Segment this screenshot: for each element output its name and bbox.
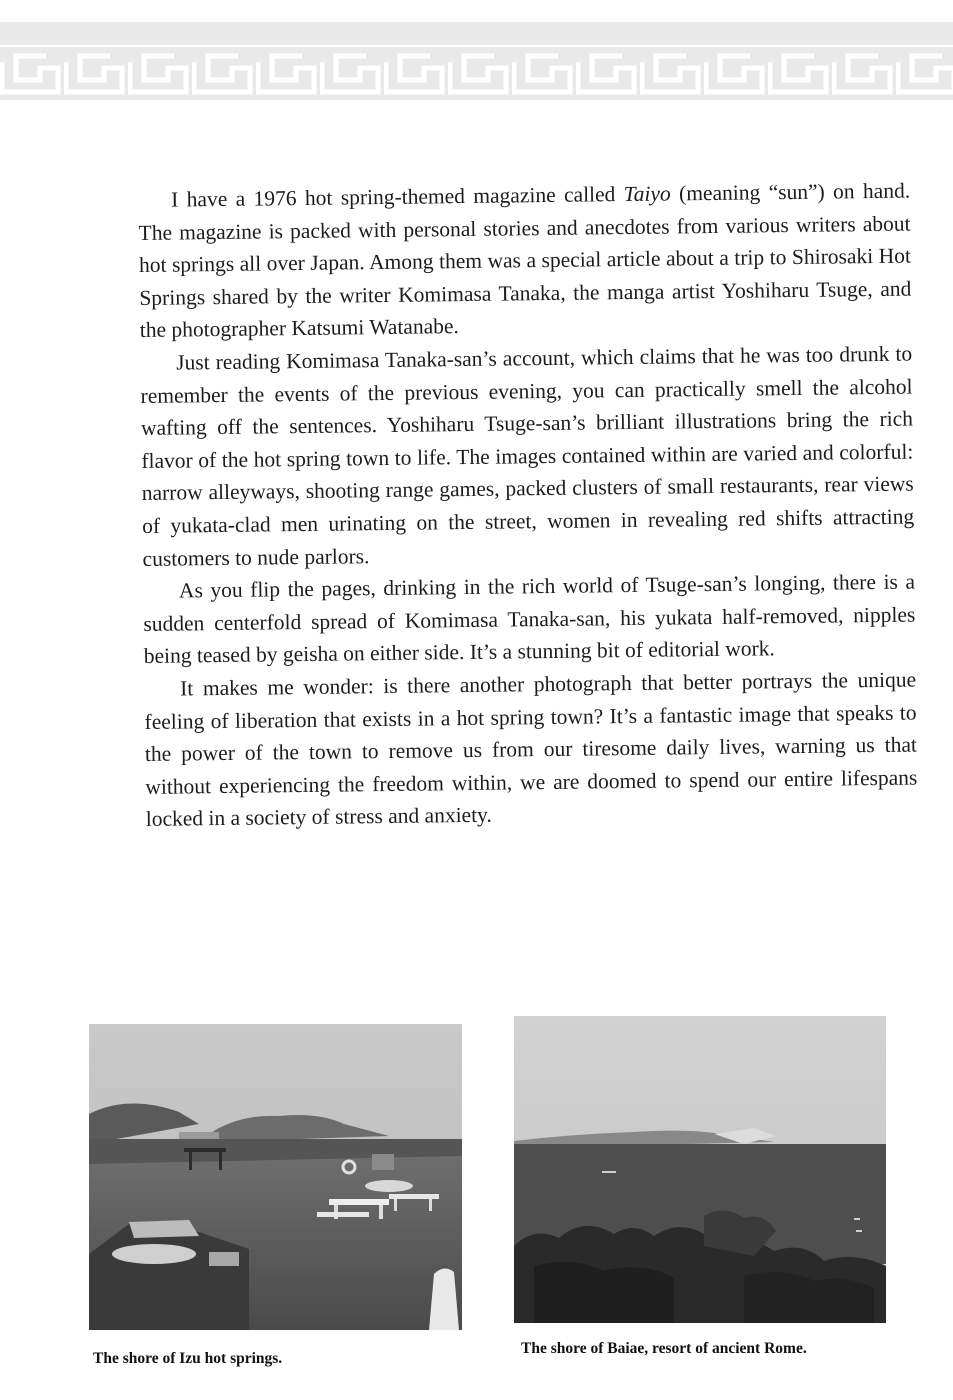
magazine-title: Taiyo <box>623 181 671 207</box>
paragraph-4: It makes me wonder: is there another photograph that better portrays the unique feeling of liberation that exists in a hot spring town? It’s a fantastic image that speaks to the power of the town to remove us from our tiresome daily lives, warning us that without experiencing the freedom within, we are doomed to spend our entire lifespans locked in a society of stress and anxiety. <box>144 667 918 832</box>
photo-izu-shore <box>89 1024 462 1330</box>
greek-key-pattern-icon <box>0 22 953 100</box>
photo-baiae-shore <box>514 1016 886 1323</box>
paragraph-1: I have a 1976 hot spring-themed magazine called Taiyo (meaning “sun”) on hand. The magazine is packed with personal stories and anecdotes from various writers about hot springs all over Japan. Among them was a special article about a trip to Shirosaki Hot Springs shared by the writer Komimasa Tanaka, the manga artist Yoshiharu Tsuge, and the photographer Katsumi Watanabe. <box>138 178 912 343</box>
greek-key-border <box>0 22 953 100</box>
paragraph-3: As you flip the pages, drinking in the rich world of Tsuge-san’s longing, there is a sudden centerfold spread of Komimasa Tanaka-san, his yukata half-removed, nipples being teased by geisha on either side. It’s a stunning bit of editorial work. <box>143 569 916 669</box>
paragraph-2: Just reading Komimasa Tanaka-san’s account, which claims that he was too drunk to remember the events of the previous evening, you can practically smell the alcohol wafting off the sentences. Yoshiharu Tsuge-san’s brilliant illustrations bring the rich flavor of the hot spring town to life. The images contained within are varied and colorful: narrow alleyways, shooting range games, packed clusters of small restaurants, rear views of yukata-clad men urinating on the street, women in revealing red shifts attracting customers to nude parlors. <box>140 341 915 571</box>
article-body <box>138 175 918 836</box>
caption-izu: The shore of Izu hot springs. <box>93 1350 283 1367</box>
caption-baiae: The shore of Baiae, resort of ancient Rome. <box>521 1340 807 1357</box>
